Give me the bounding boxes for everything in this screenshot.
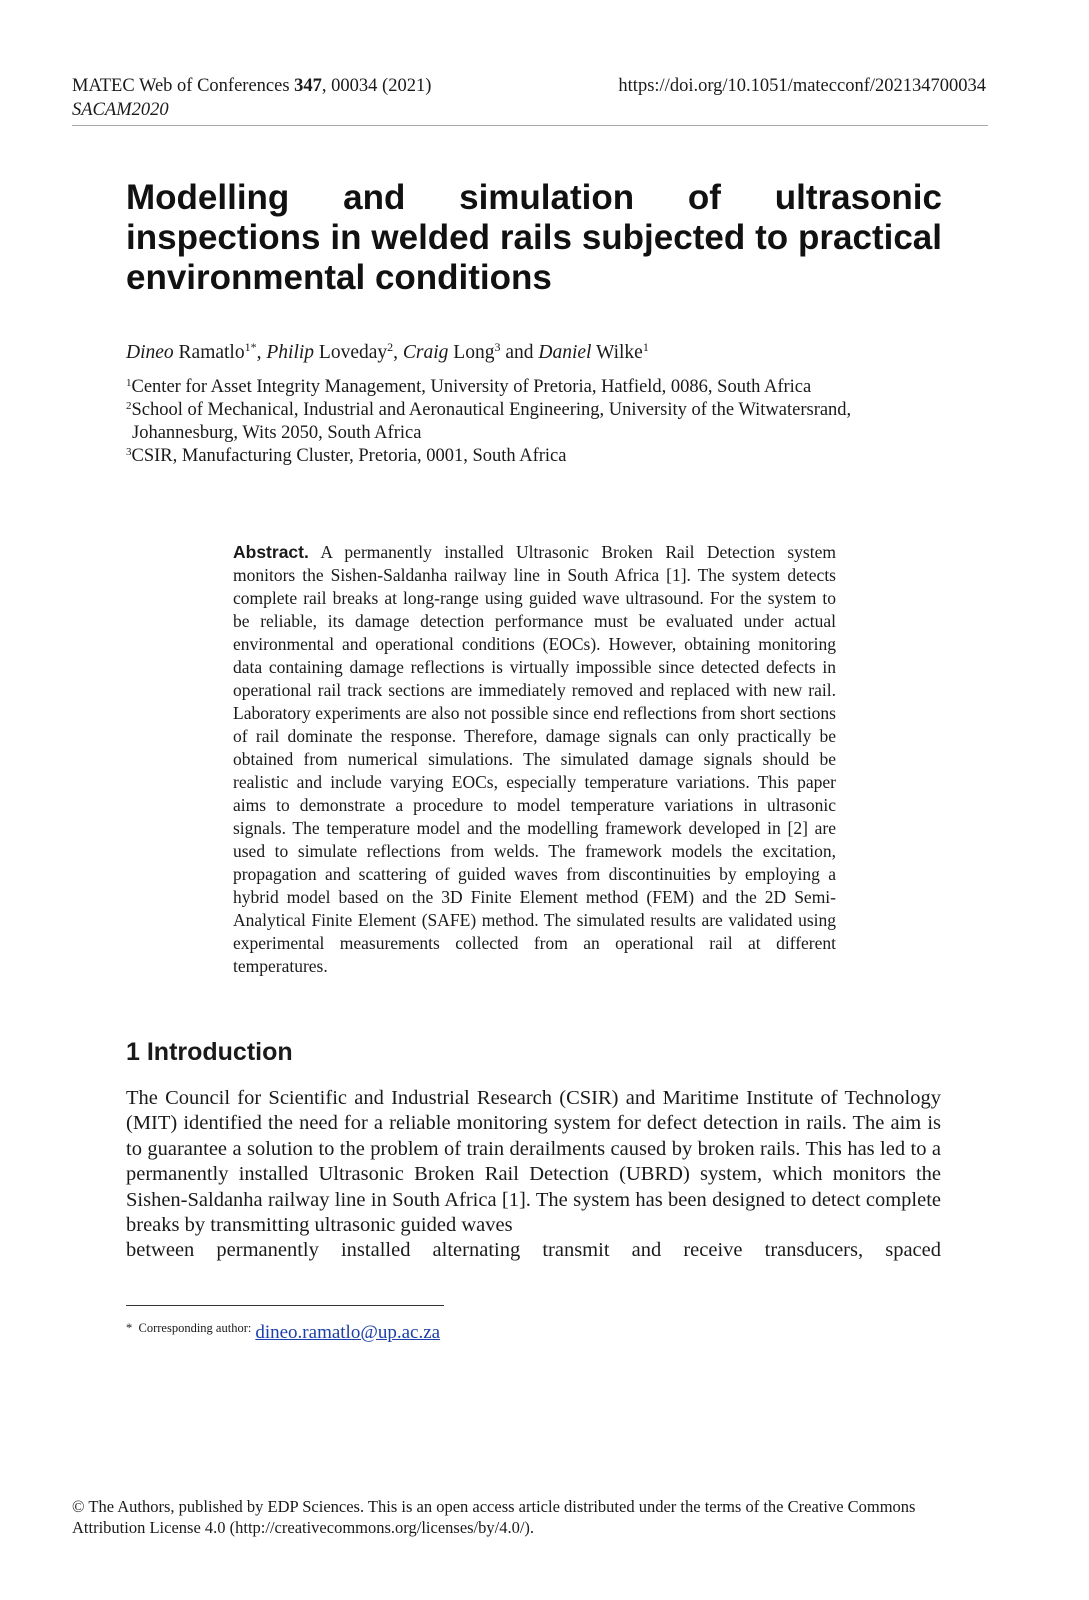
- license-footer: © The Authors, published by EDP Sciences. This is an open access article distributed under the terms of the Creative Commons Attribution License 4.0 (http://creativecommons.org/licenses/by/4.0/).: [72, 1497, 916, 1537]
- footnote: [126, 1320, 440, 1341]
- author-last-name: Ramatlo: [173, 342, 245, 363]
- title-line-1: Modelling and simulation of ultrasonic: [126, 178, 942, 217]
- author-affiliation-marker: 2: [387, 340, 394, 354]
- affiliation-item: $^1$Center for Asset Integrity Management, University of Pretoria, Hatfield, 0086, South Africa: [126, 377, 812, 397]
- section-heading: 1 Introduction: [126, 1038, 293, 1066]
- footnote-label: Corresponding author:: [138, 1321, 252, 1335]
- title-line-3: environmental conditions: [126, 258, 552, 297]
- conference-venue: SACAM2020: [72, 100, 169, 120]
- paragraph-text: The Council for Scientific and Industrial Research (CSIR) and Maritime Institute of Technology (MIT) identified the need for a reliable monitoring system for defect detection in rails. The aim is to guarantee a solution to the problem of train derailments caused by broken rails. This has led to a permanently installed Ultrasonic Broken Rail Detection (UBRD) system, which monitors the Sishen-Saldanha railway line in South Africa [1]. The system has been designed to detect complete breaks by transmitting ultrasonic guided waves: [126, 1087, 941, 1237]
- author-last-name: Long: [448, 342, 495, 363]
- author-affiliation-marker: 1*: [244, 340, 257, 354]
- header-divider: [72, 125, 988, 126]
- abstract: [233, 541, 836, 978]
- email-link[interactable]: dineo.ramatlo@up.ac.za: [255, 1322, 441, 1343]
- doi-link[interactable]: https://doi.org/10.1051/matecconf/202134700034: [618, 76, 986, 96]
- author-first-name: Philip: [266, 342, 315, 363]
- affiliation-item: $^3$CSIR, Manufacturing Cluster, Pretoria, 0001, South Africa: [126, 446, 567, 466]
- author-first-name: Dineo: [126, 342, 174, 363]
- title-line-2: inspections in welded rails subjected to practical: [126, 218, 942, 257]
- author-list: Dineo Ramatlo$^{1*}$, Philip Loveday$^2$, Craig Long$^3$ and Daniel Wilke$^1$: [126, 340, 649, 363]
- paragraph-last-line: between permanently installed alternating transmit and receive transducers, spaced: [126, 1239, 941, 1262]
- footnote-divider: [126, 1305, 444, 1306]
- affiliation-item: $^2$School of Mechanical, Industrial and Aeronautical Engineering, University of the Witwatersrand,: [126, 400, 852, 420]
- abstract-label: Abstract.: [233, 542, 309, 562]
- author-last-name: Wilke: [591, 342, 643, 363]
- abstract-text: A permanently installed Ultrasonic Broken Rail Detection system monitors the Sishen-Saldanha railway line in South Africa [1]. The system detects complete rail breaks at long-range using guided wave ultrasound. For the system to be reliable, its damage detection performance must be evaluated under actual environmental and operational conditions (EOCs). However, obtaining monitoring data containing damage reflections is virtually impossible since detected defects in operational rail track sections are immediately removed and replaced with new rail. Laboratory experiments are also not possible since end reflections from short sections of rail dominate the response. Therefore, damage signals can only practically be obtained from numerical simulations. The simulated damage signals should be realistic and include varying EOCs, especially temperature variations. This paper aims to demonstrate a procedure to model temperature variations in ultrasonic signals. The temperature model and the modelling framework developed in [2] are used to simulate reflections from welds. The framework models the excitation, propagation and scattering of guided waves from discontinuities by employing a hybrid model based on the 3D Finite Element method (FEM) and the 2D Semi-Analytical Finite Element (SAFE) method. The simulated results are validated using experimental measurements collected from an operational rail at different temperatures.: [233, 542, 836, 976]
- paper-title: [126, 178, 942, 298]
- journal-citation: MATEC Web of Conferences 347, 00034 (2021): [72, 76, 432, 96]
- body-paragraph: [126, 1086, 941, 1264]
- volume-number: 347: [294, 76, 322, 96]
- author-last-name: Loveday: [314, 342, 388, 363]
- author-first-name: Daniel: [538, 342, 592, 363]
- affiliation-continuation: Johannesburg, Wits 2050, South Africa: [132, 423, 422, 443]
- author-first-name: Craig: [402, 342, 449, 363]
- author-affiliation-marker: 3: [494, 340, 501, 354]
- footnote-marker: *: [126, 1321, 133, 1335]
- running-header-left: [72, 74, 431, 122]
- author-affiliation-marker: 1: [642, 340, 649, 354]
- affiliation-list: [126, 376, 851, 468]
